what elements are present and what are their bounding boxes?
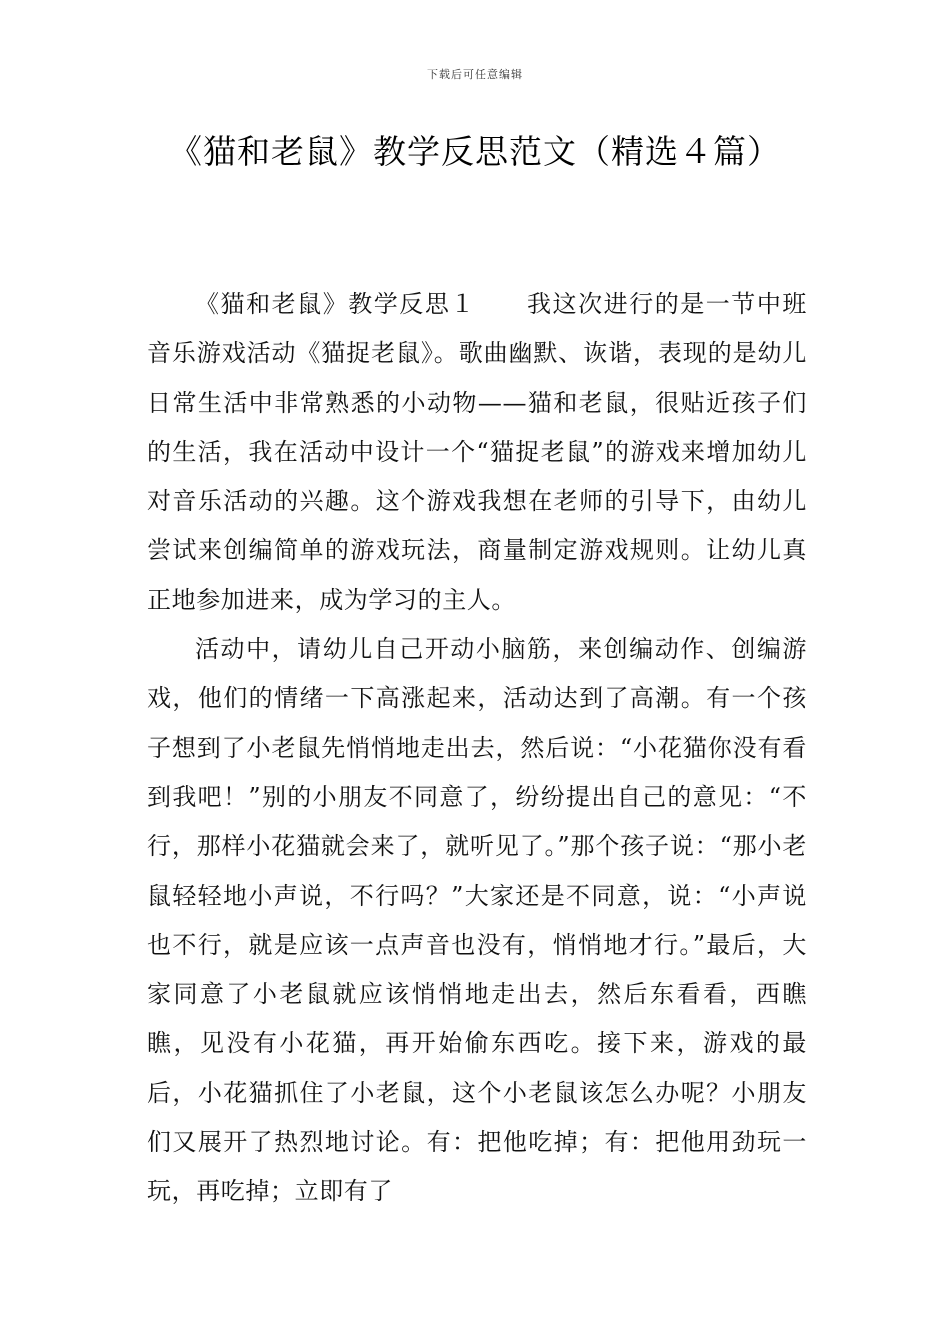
heading-gap — [476, 290, 527, 318]
paragraph-text: 我这次进行的是一节中班音乐游戏活动《猫捉老鼠》。歌曲幽默、诙谐，表现的是幼儿日常生活中非常熟悉的小动物——猫和老鼠，很贴近孩子们的生活，我在活动中设计一个“猫捉老鼠”的游戏来增加幼儿对音乐活动的兴趣。这个游戏我想在老师的引导下，由幼儿尝试来创编简单的游戏玩法，商量制定游戏规则。让幼儿真正地参加进来，成为学习的主人。 — [147, 290, 807, 614]
header-note: 下载后可任意编辑 — [427, 68, 523, 81]
section-heading: 《猫和老鼠》教学反思１ — [195, 290, 476, 318]
document-title: 《猫和老鼠》教学反思范文（精选４篇） — [169, 132, 781, 171]
paragraph-1 — [147, 280, 807, 625]
paragraph-2 — [147, 625, 807, 1217]
document-body — [147, 280, 807, 1217]
paragraph-text: 活动中，请幼儿自己开动小脑筋，来创编动作、创编游戏，他们的情绪一下高涨起来，活动达到了高潮。有一个孩子想到了小老鼠先悄悄地走出去，然后说：“小花猫你没有看到我吧！”别的小朋友不同意了，纷纷提出自己的意见：“不行，那样小花猫就会来了，就听见了。”那个孩子说：“那小老鼠轻轻地小声说，不行吗？”大家还是不同意，说：“小声说也不行，就是应该一点声音也没有，悄悄地才行。”最后，大家同意了小老鼠就应该悄悄地走出去，然后东看看，西瞧瞧，见没有小花猫，再开始偷东西吃。接下来，游戏的最后，小花猫抓住了小老鼠，这个小老鼠该怎么办呢？小朋友们又展开了热烈地讨论。有：把他吃掉；有：把他用劲玩一玩，再吃掉；立即有了 — [147, 635, 807, 1206]
